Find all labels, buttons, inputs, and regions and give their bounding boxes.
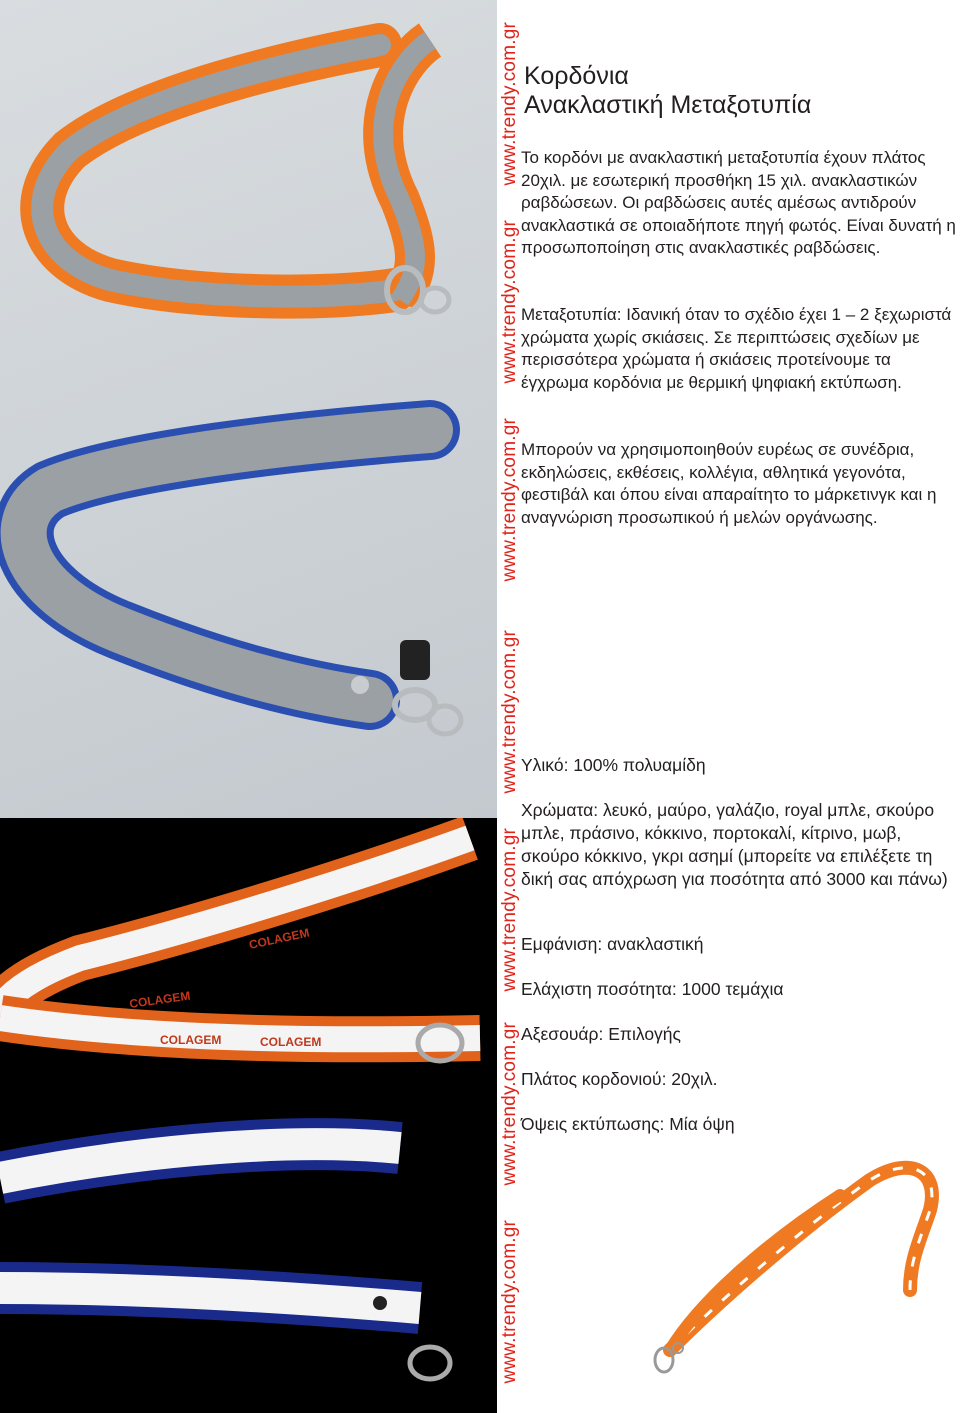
spec-print-sides: Όψεις εκτύπωσης: Μία όψη <box>521 1114 735 1134</box>
spec-appearance: Εμφάνιση: ανακλαστική <box>521 934 704 954</box>
watermark-column <box>497 0 521 1413</box>
blue-lanyard-dark <box>0 1144 420 1310</box>
lanyards-daylight-illustration <box>0 0 497 818</box>
watermark-text: www.trendy.com.gr <box>499 22 520 186</box>
screenprint-paragraph: Μεταξοτυπία: Ιδανική όταν το σχέδιο έχει 1 – 2 ξεχωριστά χρώματα χωρίς σκιάσεις. Σε περιπτώσεις σχεδίων με περισσότερα χρώματα ή σκιάσεις προτείνουμε τα έγχρωμα κορδόνια με θερμική ψηφιακή εκτύπωση. <box>521 305 952 392</box>
watermark-text: www.trendy.com.gr <box>499 418 520 582</box>
product-shot-orange-lanyard <box>640 1150 950 1380</box>
photo-reflective-lanyards-dark <box>0 818 497 1413</box>
spec-width: Πλάτος κορδονιού: 20χιλ. <box>521 1069 718 1089</box>
page-title-line1: Κορδόνια <box>524 62 629 90</box>
orange-lanyard-dark <box>0 838 480 1049</box>
brand-print: COLAGEM <box>247 925 311 952</box>
brand-print: COLAGEM <box>128 988 192 1011</box>
watermark-text: www.trendy.com.gr <box>499 630 520 794</box>
page-title-line2: Ανακλαστική Μεταξοτυπία <box>524 91 812 119</box>
blue-lanyard <box>24 430 430 700</box>
spec-material: Υλικό: 100% πολυαμίδη <box>521 755 706 775</box>
lanyards-dark-illustration <box>0 818 497 1413</box>
blue-lanyard-dark-clip <box>410 1347 450 1379</box>
intro-paragraph: Το κορδόνι με ανακλαστική μεταξοτυπία έχουν πλάτος 20χιλ. με εσωτερική προσθήκη 15 χιλ. ανακλαστικών ραβδώσεων. Οι ραβδώσεις αυτές αμέσως αντιδρούν ανακλαστικά σε οποιαδήποτε πηγή φωτός. Είναι δυνατή η προσωποποίηση στις ανακλαστικές ραβδώσεις. <box>521 148 956 257</box>
brand-print: COLAGEM <box>160 1033 222 1047</box>
orange-lanyard-illustration <box>640 1150 950 1380</box>
brand-print: COLAGEM <box>260 1035 322 1049</box>
spec-accessory: Αξεσουάρ: Επιλογής <box>521 1024 681 1044</box>
watermark-text: www.trendy.com.gr <box>499 220 520 384</box>
spec-min-quantity: Ελάχιστη ποσότητα: 1000 τεμάχια <box>521 979 784 999</box>
watermark-text: www.trendy.com.gr <box>499 1022 520 1186</box>
usage-paragraph: Μπορούν να χρησιμοποιηθούν ευρέως σε συνέδρια, εκδηλώσεις, εκθέσεις, κολλέγια, αθλητικά γεγονότα, φεστιβάλ και όπου είναι απαραίτητο το μάρκετινγκ και η αναγνώριση προσωπικού ή μελών οργάνωσης. <box>521 440 937 527</box>
spec-colors: Χρώματα: λευκό, μαύρο, γαλάζιο, royal μπλε, σκούρο μπλε, πράσινο, κόκκινο, πορτοκαλί, κίτρινο, μωβ, σκούρο κόκκινο, γκρι ασημί (μπορείτε να επιλέξετε τη δική σας απόχρωση για ποσότητα από 3000 και πάνω) <box>521 800 948 889</box>
watermark-text: www.trendy.com.gr <box>499 828 520 992</box>
photo-reflective-lanyards-daylight <box>0 0 497 818</box>
page-title <box>524 62 811 120</box>
orange-lanyard <box>42 40 430 300</box>
watermark-text: www.trendy.com.gr <box>499 1220 520 1384</box>
